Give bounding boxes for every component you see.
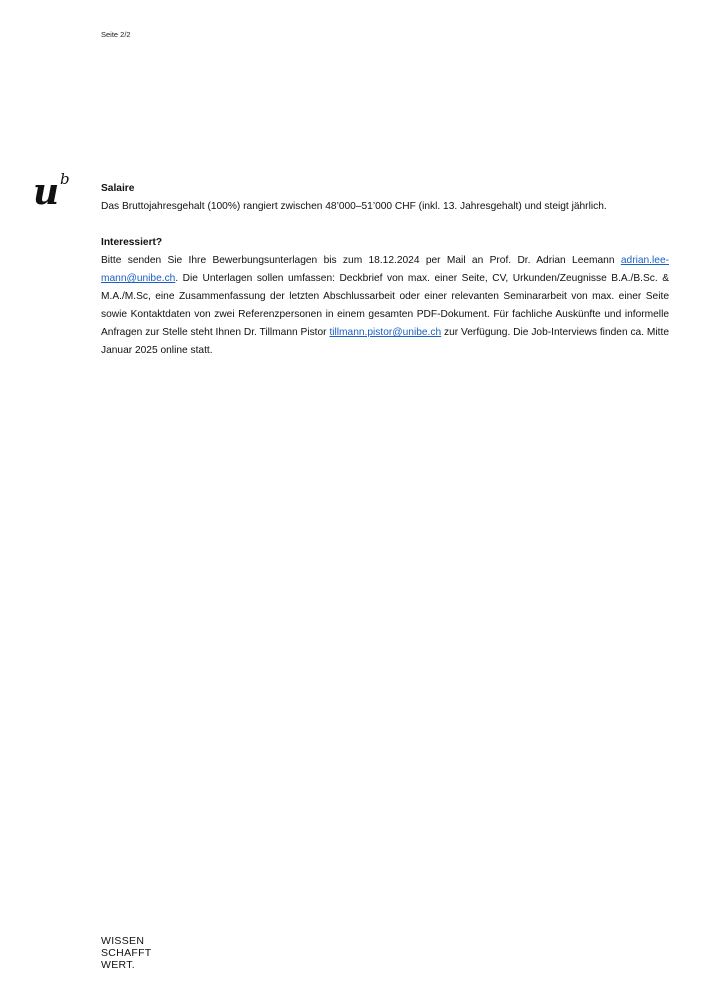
claim-line-2: SCHAFFT [101, 947, 152, 959]
salary-heading: Salaire [101, 183, 135, 194]
logo-letter-u: u [33, 171, 60, 213]
claim-line-3: WERT. [101, 959, 135, 971]
application-text [101, 252, 669, 360]
application-heading: Interessiert? [101, 237, 163, 248]
application-section [101, 234, 669, 360]
salary-text: Das Bruttojahresgehalt (100%) rangiert zwischen 48’000–51’000 CHF (inkl. 13. Jahresgehalt) und steigt jährlich. [101, 201, 607, 212]
university-logo [33, 172, 73, 216]
claim-line-1: WISSEN [101, 935, 145, 947]
application-text-part-1: Bitte senden Sie Ihre Bewerbungsunterlagen bis zum 18.12.2024 per Mail an Prof. Dr. Adrian Leemann [101, 255, 621, 266]
page-number: Seite 2/2 [101, 30, 131, 39]
logo-letter-b: b [60, 170, 70, 188]
footer-claim [101, 935, 152, 971]
email-link-pistor[interactable]: tillmann.pistor@unibe.ch [329, 327, 442, 338]
document-body [101, 180, 669, 360]
salary-section [101, 180, 669, 216]
application-text-part-3: zur Verfügung. Die Job-Interviews finden ca. Mitte Januar 2025 online statt. [101, 327, 669, 356]
email-link-leemann[interactable]: adrian.lee-mann@unibe.ch [101, 255, 669, 284]
application-text-part-2: . Die Unterlagen sollen umfassen: Deckbrief von max. einer Seite, CV, Urkunden/Zeugnisse B.A./B.Sc. & M.A./M.Sc, eine Zusammenfassung der letzten Abschlussarbeit oder einer relevanten Seminararbeit von max. einer Seite sowie Kontaktdaten von zwei Referenzpersonen in einem gesamten PDF-Dokument. Für fachliche Auskünfte und informelle Anfragen zur Stelle steht Ihnen Dr. Tillmann Pistor [101, 273, 669, 338]
